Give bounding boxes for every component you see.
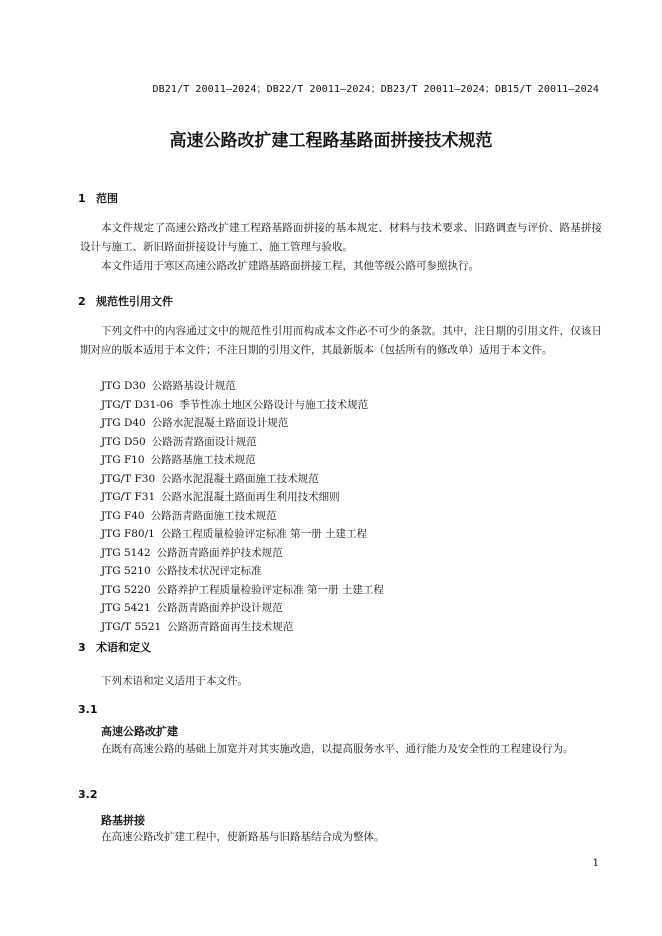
section-1-paragraph-1: 本文件规定了高速公路改扩建工程路基路面拼接的基本规定、材料与技术要求、旧路调查与评价、路基拼接设计与施工、新旧路面拼接设计与施工、施工管理与验收。: [80, 222, 602, 253]
reference-code: JTG/T F31: [101, 491, 156, 503]
section-title: 范围: [96, 192, 118, 205]
section-number: 2: [78, 295, 86, 308]
reference-name: 公路水泥混凝土路面设计规范: [151, 417, 289, 429]
reference-item: [101, 470, 384, 489]
reference-name: 公路沥青路面养护技术规范: [156, 546, 283, 559]
reference-item: [101, 562, 384, 581]
reference-item: [101, 507, 384, 526]
reference-item: [101, 451, 384, 470]
reference-code: JTG/T F30: [101, 472, 156, 485]
term-definition: 在高速公路改扩建工程中，使新路基与旧路基结合成为整体。: [101, 831, 385, 843]
reference-code: JTG/T 5521: [101, 620, 162, 633]
reference-name: 公路沥青路面设计规范: [151, 435, 257, 448]
reference-code: JTG 5142: [101, 546, 151, 559]
reference-code: JTG D40: [101, 417, 146, 429]
reference-name: 公路路基设计规范: [151, 380, 236, 392]
term-number: 3.2: [78, 788, 98, 801]
reference-item: [101, 414, 384, 433]
term-definition: 在既有高速公路的基础上加宽并对其实施改造，以提高服务水平、通行能力及安全性的工程建设行为。: [101, 743, 574, 755]
reference-item: [101, 525, 384, 544]
reference-item: [101, 618, 384, 637]
term-title: 高速公路改扩建: [101, 725, 178, 738]
reference-item: [101, 488, 384, 507]
section-title: 规范性引用文件: [96, 295, 173, 308]
reference-item: [101, 544, 384, 563]
section-2-heading: [78, 293, 173, 309]
reference-item: [101, 377, 384, 396]
reference-name: 季节性冻土地区公路设计与施工技术规范: [179, 398, 369, 411]
reference-name: 公路沥青路面养护设计规范: [156, 602, 283, 614]
section-number: 3: [78, 641, 86, 654]
reference-code: JTG/T D31-06: [101, 398, 174, 411]
reference-name: 公路水泥混凝土路面再生利用技术细则: [161, 491, 340, 503]
reference-item: [101, 433, 384, 452]
term-number: 3.1: [78, 703, 98, 716]
page-number: 1: [592, 858, 599, 869]
reference-name: 公路路基施工技术规范: [150, 454, 256, 466]
reference-code: JTG F40: [101, 509, 145, 522]
reference-code: JTG D30: [101, 380, 146, 392]
document-code-header: DB21/T 20011—2024；DB22/T 20011—2024；DB23/T 20011—2024；DB15/T 20011—2024: [152, 84, 599, 95]
reference-name: 公路沥青路面再生技术规范: [167, 620, 294, 633]
reference-code: JTG F10: [101, 454, 145, 466]
reference-name: 公路沥青路面施工技术规范: [150, 509, 277, 522]
term-title: 路基拼接: [101, 814, 145, 827]
section-1-heading: [78, 190, 118, 206]
section-title: 术语和定义: [96, 641, 151, 654]
reference-item: [101, 599, 384, 618]
reference-code: JTG D50: [101, 435, 146, 448]
reference-name: 公路水泥混凝土路面施工技术规范: [161, 472, 319, 485]
normative-reference-list: [101, 377, 384, 636]
reference-name: 公路工程质量检验评定标准 第一册 土建工程: [160, 528, 367, 540]
reference-item: [101, 396, 384, 415]
reference-name: 公路技术状况评定标准: [156, 565, 262, 577]
section-number: 1: [78, 192, 86, 205]
section-3-heading: [78, 639, 151, 655]
reference-code: JTG 5421: [101, 602, 151, 614]
reference-code: JTG 5210: [101, 565, 151, 577]
reference-name: 公路养护工程质量检验评定标准 第一册 土建工程: [156, 583, 384, 596]
document-title: 高速公路改扩建工程路基路面拼接技术规范: [169, 131, 493, 151]
section-1-paragraph-2: 本文件适用于寒区高速公路改扩建路基路面拼接工程，其他等级公路可参照执行。: [101, 260, 479, 272]
reference-code: JTG F80/1: [101, 528, 155, 540]
reference-code: JTG 5220: [101, 583, 151, 596]
reference-item: [101, 581, 384, 600]
section-2-paragraph-1: 下列文件中的内容通过文中的规范性引用而构成本文件必不可少的条款。其中，注日期的引用文件，仅该日期对应的版本适用于本文件；不注日期的引用文件，其最新版本（包括所有的修改单）适用于本文件。: [80, 325, 602, 356]
section-3-paragraph-1: 下列术语和定义适用于本文件。: [101, 675, 248, 687]
